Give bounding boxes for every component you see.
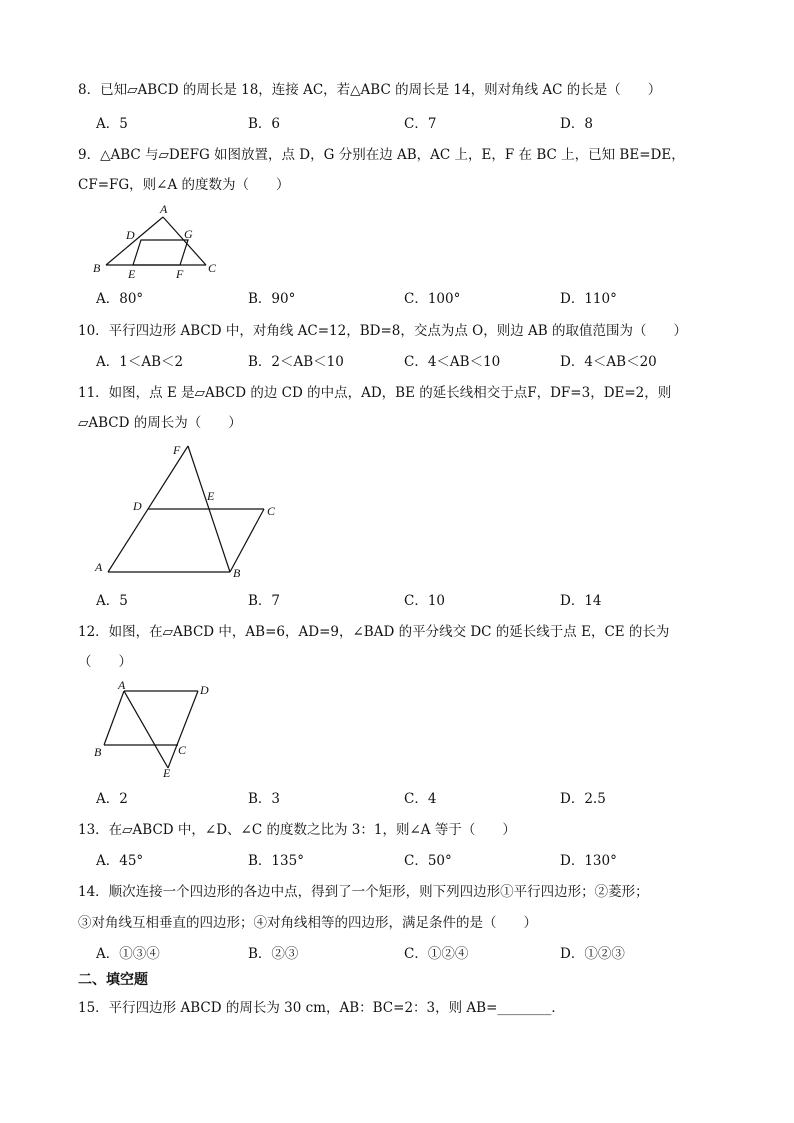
q8-stem: 8．已知▱ABCD 的周长是 18，连接 AC，若△ABC 的周长是 14，则对角线 AC 的长是（ ） <box>78 82 662 98</box>
q13-option-d: D．130° <box>560 853 617 869</box>
q10-option-b: B．2＜AB＜10 <box>248 354 344 370</box>
q9-option-d: D．110° <box>560 291 617 307</box>
q12-option-d: D．2.5 <box>560 791 606 807</box>
q13-option-a: A．45° <box>96 853 144 869</box>
q14-option-b: B．②③ <box>248 946 299 962</box>
section-title: 二、填空题 <box>78 972 148 988</box>
q11-label-a: A <box>95 560 103 574</box>
q14-stem-line1: 14．顺次连接一个四边形的各边中点，得到了一个矩形，则下列四边形①平行四边形；②菱形； <box>78 884 649 900</box>
q12-label-b: B <box>94 745 102 759</box>
q13-option-c: C．50° <box>404 853 452 869</box>
q8-option-c: C．7 <box>404 116 437 132</box>
q9-figure <box>88 200 228 282</box>
q10-option-a: A．1＜AB＜2 <box>96 354 184 370</box>
q14-stem-line2: ③对角线互相垂直的四边形；④对角线相等的四边形，满足条件的是（ ） <box>78 915 537 931</box>
q11-option-a: A．5 <box>96 593 128 609</box>
q12-stem-line2: （ ） <box>78 654 132 670</box>
q12-stem-line1: 12．如图，在▱ABCD 中，AB=6，AD=9，∠BAD 的平分线交 DC 的延长线于点 E，CE 的长为 <box>78 624 670 640</box>
q10-option-c: C．4＜AB＜10 <box>404 354 501 370</box>
q14-option-d: D．①②③ <box>560 946 625 962</box>
q12-option-b: B．3 <box>248 791 281 807</box>
q11-label-b: B <box>233 566 241 580</box>
q9-label-g: G <box>184 227 193 241</box>
q12-figure <box>88 678 228 783</box>
q13-option-b: B．135° <box>248 853 304 869</box>
q12-option-a: A．2 <box>96 791 128 807</box>
q9-label-f: F <box>176 267 184 281</box>
q9-option-c: C．100° <box>404 291 461 307</box>
q11-label-c: C <box>267 504 276 518</box>
q9-label-b: B <box>93 261 101 275</box>
q8-option-a: A．5 <box>96 116 128 132</box>
q9-label-d: D <box>126 228 135 242</box>
q11-label-f: F <box>173 443 181 457</box>
q11-option-b: B．7 <box>248 593 281 609</box>
q13-stem: 13．在▱ABCD 中，∠D、∠C 的度数之比为 3：1，则∠A 等于（ ） <box>78 822 516 838</box>
q15-stem: 15．平行四边形 ABCD 的周长为 30 cm，AB：BC=2：3，则 AB=________． <box>78 1000 565 1016</box>
q9-option-a: A．80° <box>96 291 144 307</box>
q11-stem-line2: ▱ABCD 的周长为（ ） <box>78 415 242 431</box>
q11-stem-line1: 11．如图，点 E 是▱ABCD 的边 CD 的中点，AD，BE 的延长线相交于点F，DF=3，DE=2，则 <box>78 385 672 401</box>
q8-option-d: D．8 <box>560 116 593 132</box>
q11-option-d: D．14 <box>560 593 602 609</box>
q11-option-c: C．10 <box>404 593 446 609</box>
q14-option-a: A．①③④ <box>96 946 160 962</box>
q9-option-b: B．90° <box>248 291 296 307</box>
q9-label-e: E <box>128 267 136 281</box>
q11-label-e: E <box>207 489 215 503</box>
q9-stem-line2: CF=FG，则∠A 的度数为（ ） <box>78 177 290 193</box>
q12-label-e: E <box>163 766 171 780</box>
q9-label-a: A <box>160 202 168 216</box>
q12-label-c: C <box>178 743 187 757</box>
q12-label-a: A <box>118 678 126 692</box>
q9-label-c: C <box>208 261 217 275</box>
q8-option-b: B．6 <box>248 116 281 132</box>
q14-option-c: C．①②④ <box>404 946 469 962</box>
q10-stem: 10．平行四边形 ABCD 中，对角线 AC=12，BD=8，交点为点 O，则边 AB 的取值范围为（ ） <box>78 323 687 339</box>
q11-figure <box>90 440 290 585</box>
q10-option-d: D．4＜AB＜20 <box>560 354 657 370</box>
q9-stem-line1: 9．△ABC 与▱DEFG 如图放置，点 D，G 分别在边 AB，AC 上，E，F 在 BC 上，已知 BE=DE， <box>78 147 685 163</box>
q12-label-d: D <box>200 683 209 697</box>
q11-label-d: D <box>133 499 142 513</box>
q12-option-c: C．4 <box>404 791 437 807</box>
